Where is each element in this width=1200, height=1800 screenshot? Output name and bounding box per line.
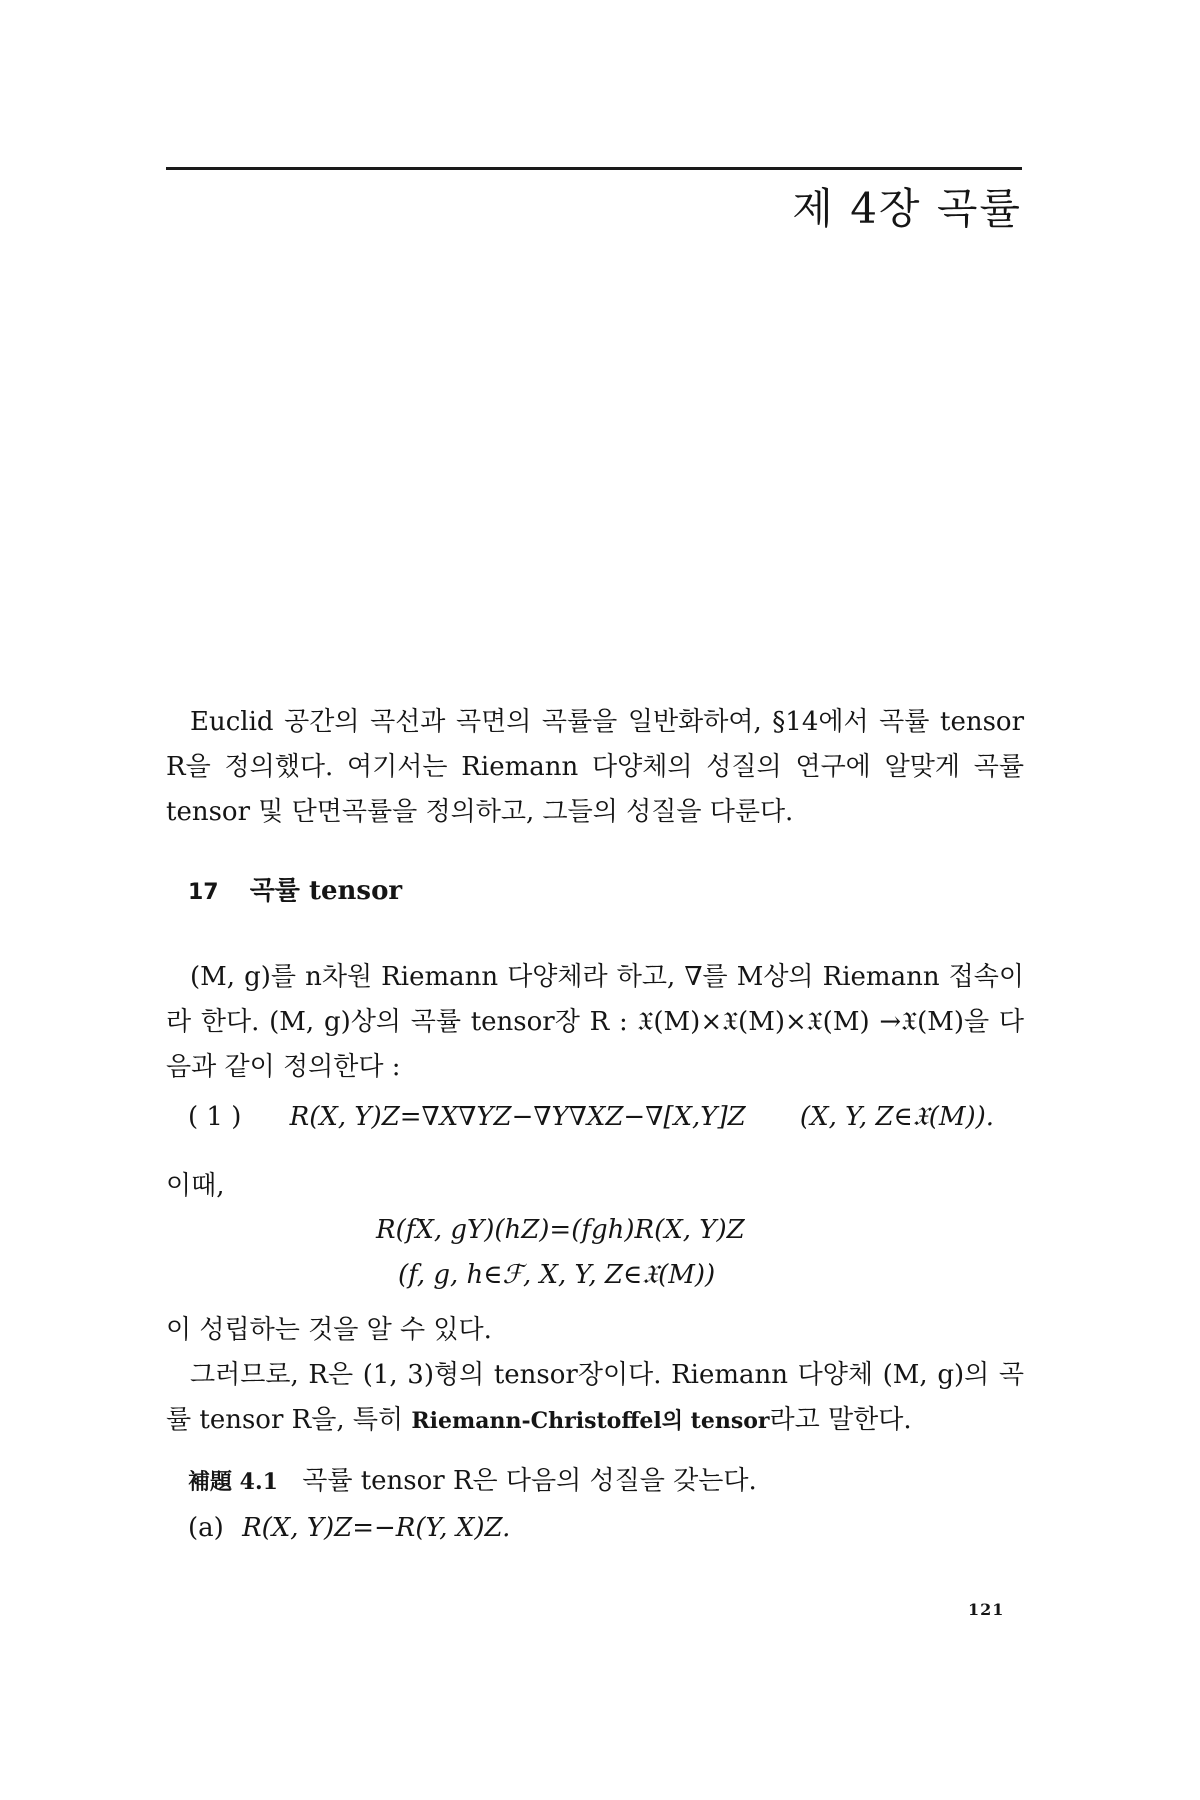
equation-1-condition: (X, Y, Z∈𝔛(M)).	[799, 1102, 995, 1132]
body-paragraph-2-rest	[166, 1353, 1024, 1444]
body-paragraph-2-text: 그러므로, R은 (1, 3)형의 tensor장이다. Riemann 다양체 (M, g)의 곡률 tensor R을, 특히	[166, 1360, 1024, 1435]
body-paragraph-2-line-1: 이 성립하는 것을 알 수 있다.	[166, 1315, 492, 1345]
equation-1	[188, 1102, 994, 1133]
equation-2-condition: (f, g, h∈ℱ, X, Y, Z∈𝔛(M))	[398, 1260, 716, 1290]
intro-paragraph	[166, 700, 1024, 835]
body-paragraph-1-text: (M, g)를 n차원 Riemann 다양체라 하고, ∇를 M상의 Riemann 접속이라 한다. (M, g)상의 곡률 tensor장 R : 𝔛(M)×𝔛(M)×𝔛(M) →𝔛(M)을 다음과 같이 정의한다 :	[166, 962, 1024, 1082]
section-title: 곡률 tensor	[249, 876, 403, 906]
body-paragraph-2-end: 라고 말한다.	[769, 1405, 912, 1435]
when-text: 이때,	[166, 1171, 225, 1201]
intro-text: Euclid 공간의 곡선과 곡면의 곡률을 일반화하여, §14에서 곡률 tensor R을 정의했다. 여기서는 Riemann 다양체의 성질의 연구에 알맞게 곡률 tensor 및 단면곡률을 정의하고, 그들의 성질을 다룬다.	[166, 707, 1024, 827]
body-paragraph-1	[166, 955, 1024, 1090]
equation-1-label: ( 1 )	[188, 1102, 242, 1132]
header-rule	[166, 167, 1022, 170]
equation-2: R(fX, gY)(hZ)=(fgh)R(X, Y)Z	[376, 1215, 745, 1245]
lemma-4-1	[188, 1460, 757, 1497]
section-heading	[188, 870, 402, 907]
chapter-title: 제 4장 곡률	[792, 184, 1022, 233]
lemma-item-a	[188, 1513, 510, 1543]
equation-1-formula: R(X, Y)Z=∇X∇YZ−∇Y∇XZ−∇[X,Y]Z	[289, 1102, 746, 1132]
lemma-item-a-label: (a)	[188, 1513, 224, 1543]
lemma-label: 補題 4.1	[188, 1469, 278, 1495]
page-number: 121	[968, 1600, 1005, 1619]
riemann-christoffel-term: Riemann-Christoffel의 tensor	[411, 1408, 770, 1434]
body-paragraph-2	[166, 1308, 1024, 1444]
lemma-statement: 곡률 tensor R은 다음의 성질을 갖는다.	[302, 1466, 757, 1496]
section-number: 17	[188, 880, 219, 905]
lemma-item-a-formula: R(X, Y)Z=−R(Y, X)Z.	[242, 1513, 511, 1543]
